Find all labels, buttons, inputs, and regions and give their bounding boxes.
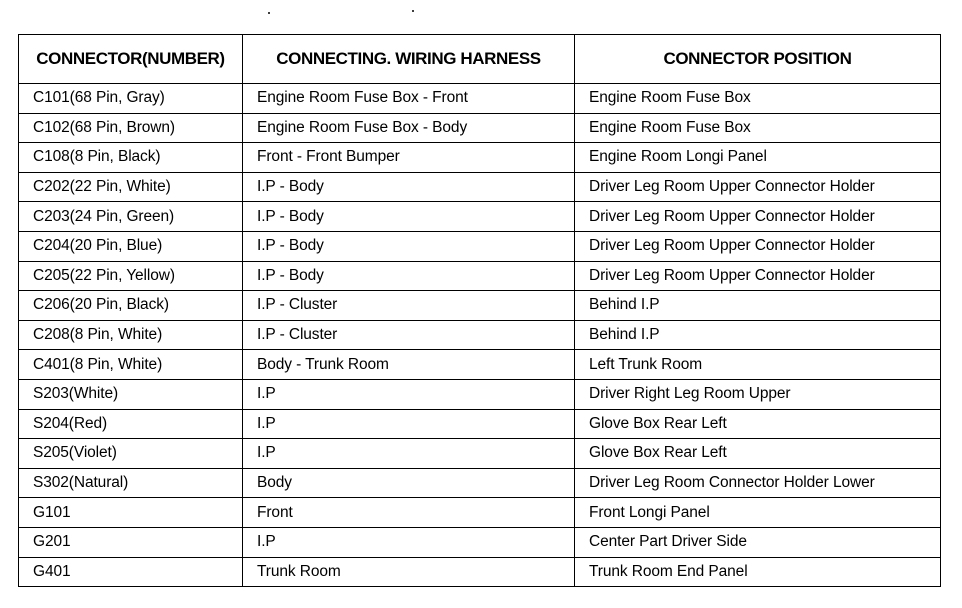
cell-wiring-harness: I.P - Body xyxy=(243,231,575,261)
cell-wiring-harness: Engine Room Fuse Box - Front xyxy=(243,84,575,114)
table-row xyxy=(19,498,941,528)
table-row xyxy=(19,261,941,291)
cell-connector-number: S203(White) xyxy=(19,379,243,409)
cell-connector-number: C208(8 Pin, White) xyxy=(19,320,243,350)
cell-connector-position: Engine Room Fuse Box xyxy=(575,84,941,114)
cell-connector-number: S205(Violet) xyxy=(19,439,243,469)
cell-connector-number: G201 xyxy=(19,527,243,557)
table-row xyxy=(19,439,941,469)
cell-connector-number: G101 xyxy=(19,498,243,528)
cell-connector-position: Glove Box Rear Left xyxy=(575,439,941,469)
table-row xyxy=(19,320,941,350)
cell-wiring-harness: Trunk Room xyxy=(243,557,575,587)
table-row xyxy=(19,202,941,232)
cell-connector-number: C204(20 Pin, Blue) xyxy=(19,231,243,261)
cell-connector-number: S204(Red) xyxy=(19,409,243,439)
table-row xyxy=(19,84,941,114)
scan-speck xyxy=(268,12,270,14)
cell-connector-position: Driver Leg Room Connector Holder Lower xyxy=(575,468,941,498)
cell-connector-position: Behind I.P xyxy=(575,320,941,350)
cell-connector-position: Front Longi Panel xyxy=(575,498,941,528)
scan-speck xyxy=(412,10,414,12)
cell-connector-position: Engine Room Fuse Box xyxy=(575,113,941,143)
connector-table xyxy=(18,34,941,587)
cell-wiring-harness: I.P xyxy=(243,409,575,439)
cell-wiring-harness: I.P - Body xyxy=(243,261,575,291)
table-row xyxy=(19,350,941,380)
cell-connector-position: Engine Room Longi Panel xyxy=(575,143,941,173)
cell-wiring-harness: I.P - Body xyxy=(243,202,575,232)
table-body xyxy=(19,84,941,587)
cell-wiring-harness: Front xyxy=(243,498,575,528)
cell-connector-number: S302(Natural) xyxy=(19,468,243,498)
cell-wiring-harness: I.P - Cluster xyxy=(243,291,575,321)
cell-wiring-harness: I.P xyxy=(243,379,575,409)
cell-wiring-harness: Engine Room Fuse Box - Body xyxy=(243,113,575,143)
cell-connector-position: Driver Right Leg Room Upper xyxy=(575,379,941,409)
cell-wiring-harness: Body - Trunk Room xyxy=(243,350,575,380)
table-header xyxy=(19,35,941,84)
cell-connector-position: Center Part Driver Side xyxy=(575,527,941,557)
cell-connector-number: C203(24 Pin, Green) xyxy=(19,202,243,232)
cell-connector-number: C206(20 Pin, Black) xyxy=(19,291,243,321)
table-row xyxy=(19,557,941,587)
cell-connector-position: Driver Leg Room Upper Connector Holder xyxy=(575,231,941,261)
cell-connector-number: C102(68 Pin, Brown) xyxy=(19,113,243,143)
cell-connector-number: C101(68 Pin, Gray) xyxy=(19,84,243,114)
cell-wiring-harness: Front - Front Bumper xyxy=(243,143,575,173)
cell-connector-position: Driver Leg Room Upper Connector Holder xyxy=(575,172,941,202)
cell-connector-position: Driver Leg Room Upper Connector Holder xyxy=(575,261,941,291)
header-connecting-wiring-harness: CONNECTING. WIRING HARNESS xyxy=(243,35,575,84)
cell-connector-number: C202(22 Pin, White) xyxy=(19,172,243,202)
cell-wiring-harness: I.P xyxy=(243,527,575,557)
connector-table-sheet xyxy=(18,34,940,587)
cell-connector-position: Left Trunk Room xyxy=(575,350,941,380)
cell-connector-number: C205(22 Pin, Yellow) xyxy=(19,261,243,291)
cell-connector-position: Trunk Room End Panel xyxy=(575,557,941,587)
header-row xyxy=(19,35,941,84)
header-connector-position: CONNECTOR POSITION xyxy=(575,35,941,84)
cell-connector-number: G401 xyxy=(19,557,243,587)
table-row xyxy=(19,409,941,439)
cell-connector-number: C401(8 Pin, White) xyxy=(19,350,243,380)
cell-connector-position: Behind I.P xyxy=(575,291,941,321)
table-row xyxy=(19,379,941,409)
header-connector-number: CONNECTOR(NUMBER) xyxy=(19,35,243,84)
cell-connector-number: C108(8 Pin, Black) xyxy=(19,143,243,173)
cell-connector-position: Driver Leg Room Upper Connector Holder xyxy=(575,202,941,232)
table-row xyxy=(19,527,941,557)
table-row xyxy=(19,468,941,498)
cell-wiring-harness: I.P - Body xyxy=(243,172,575,202)
cell-wiring-harness: Body xyxy=(243,468,575,498)
table-row xyxy=(19,143,941,173)
cell-wiring-harness: I.P xyxy=(243,439,575,469)
table-row xyxy=(19,291,941,321)
table-row xyxy=(19,172,941,202)
table-row xyxy=(19,231,941,261)
table-row xyxy=(19,113,941,143)
cell-wiring-harness: I.P - Cluster xyxy=(243,320,575,350)
cell-connector-position: Glove Box Rear Left xyxy=(575,409,941,439)
